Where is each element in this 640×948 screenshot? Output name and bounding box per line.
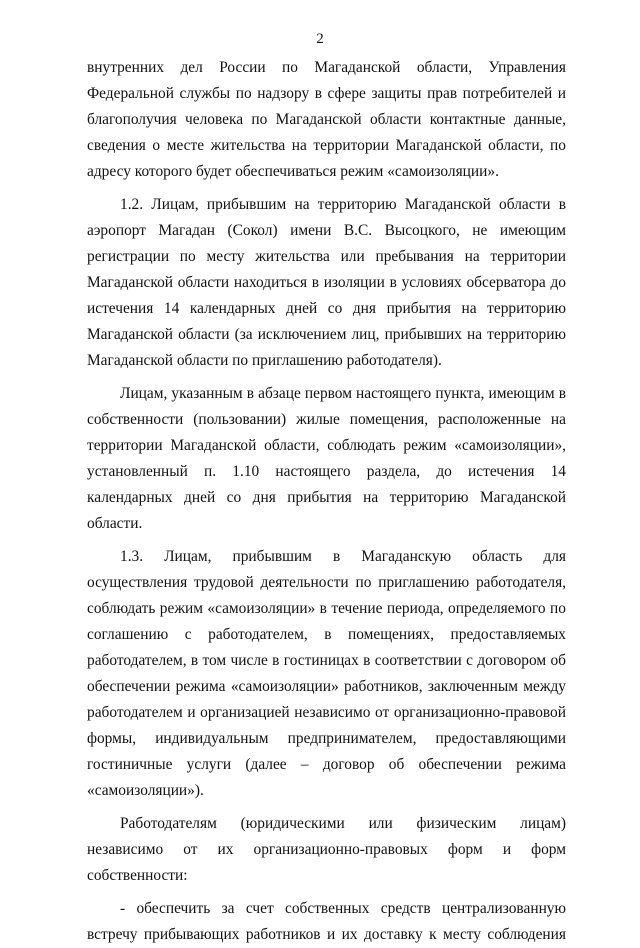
paragraph-continuation: внутренних дел России по Магаданской области, Управления Федеральной службы по надзору в сфере защиты прав потребителей и благополучия человека по Магаданской области контактные данные, сведения о месте жительства на территории Магаданской области, по адресу которого будет обеспечиваться режим «самоизоляции». <box>87 59 566 180</box>
paragraph-list-item: - обеспечить за счет собственных средств централизованную встречу прибывающих работников и их доставку к месту соблюдения <box>87 900 566 943</box>
page-number: 2 <box>316 31 324 47</box>
paragraph-item-1-3: 1.3. Лицам, прибывшим в Магаданскую область для осуществления трудовой деятельности по приглашению работодателя, соблюдать режим «самоизоляции» в течение периода, определяемого по соглашению с работодателем, в помещениях, предоставляемых работодателем, в том числе в гостиницах в соответствии с договором об обеспечении режима «самоизоляции» работников, заключенным между работодателем и организацией независимо от организационно-правовой формы, индивидуальным предпринимателем, предоставляющими гостиничные услуги (далее – договор об обеспечении режима «самоизоляции»). <box>87 548 566 799</box>
paragraph-employers: Работодателям (юридическими или физическим лицам) независимо от их организационно-правовых форм и форм собственности: <box>87 815 566 884</box>
paragraph-item-1-2: 1.2. Лицам, прибывшим на территорию Магаданской области в аэропорт Магадан (Сокол) имени В.С. Высоцкого, не имеющим регистрации по месту жительства или пребывания на территории Магаданской области находиться в изоляции в условиях обсерватора до истечения 14 календарных дней со дня прибытия на территорию Магаданской области (за исключением лиц, прибывших на территорию Магаданской области по приглашению работодателя). <box>87 196 566 369</box>
document-body <box>87 55 566 948</box>
paragraph-item-1-2-second: Лицам, указанным в абзаце первом настоящего пункта, имеющим в собственности (пользовании) жилые помещения, расположенные на территории Магаданской области, соблюдать режим «самоизоляции», установленный п. 1.10 настоящего раздела, до истечения 14 календарных дней со дня прибытия на территорию Магаданской области. <box>87 385 566 532</box>
